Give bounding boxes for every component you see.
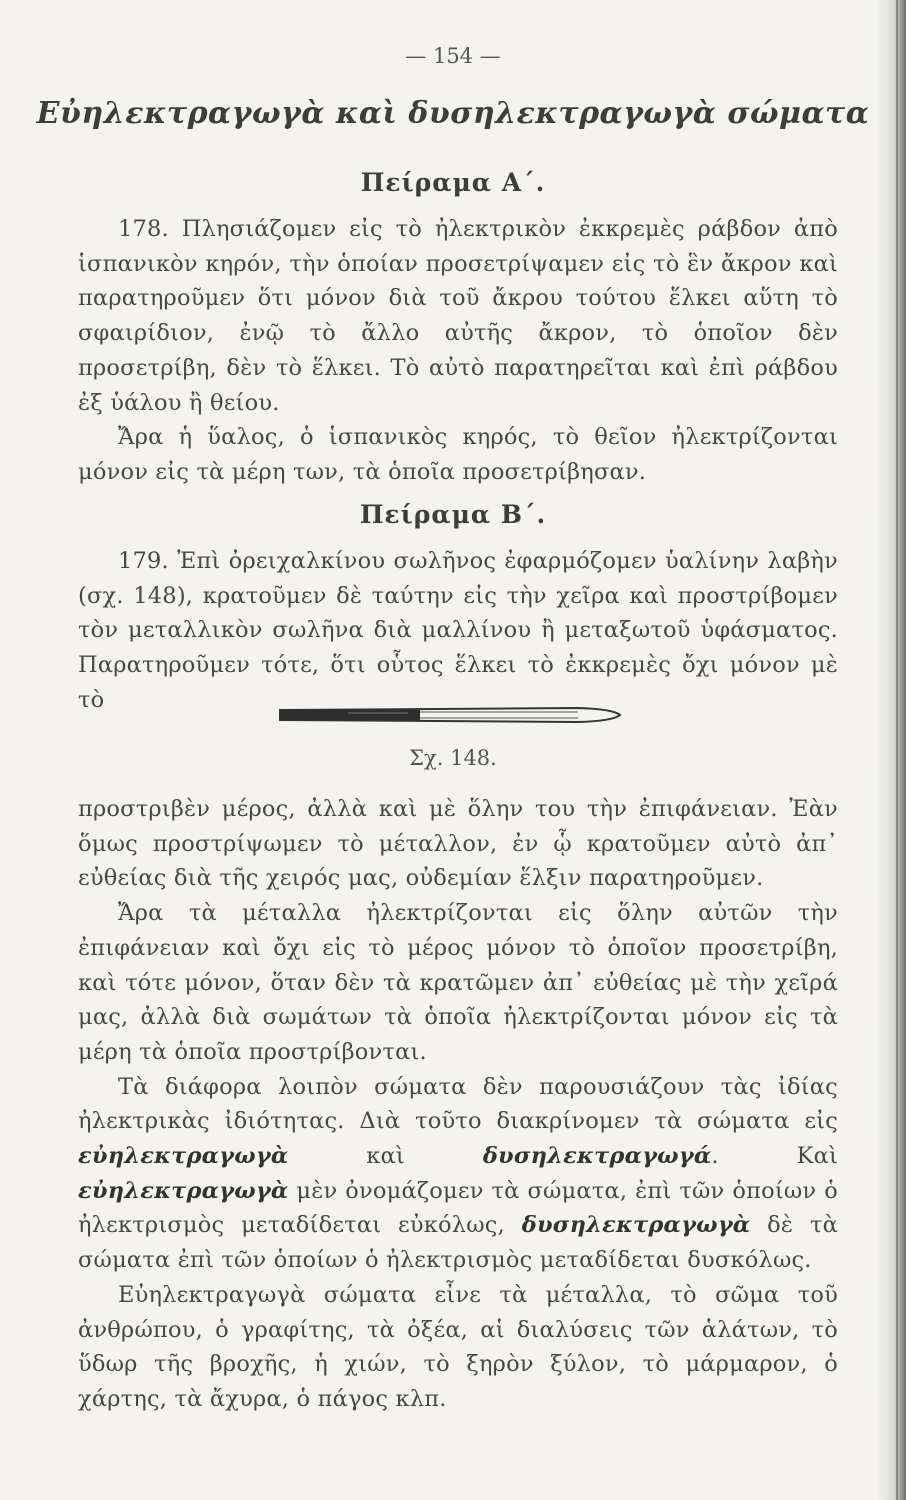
paragraph-continuation: προστριβὲν μέρος, ἀλλὰ καὶ μὲ ὅλην του τὴν ἐπιφάνειαν. Ἐὰν ὅμως προστρίψωμεν τὸ μέταλλον, ἐν ᾧ κρατοῦμεν αὐτὸ ἀπ᾿ εὐθείας διὰ τῆς χειρός μας, οὐδεμίαν ἕλξιν παρατηροῦμεν. xyxy=(78,796,838,892)
experiment-a-text xyxy=(78,212,838,490)
page-edge-line xyxy=(896,0,898,1500)
term-insulators-2: δυσηλεκτραγωγὰ xyxy=(521,1212,751,1239)
experiment-b-heading: Πείραμα Β΄. xyxy=(359,500,547,529)
term-insulators: δυσηλεκτραγωγά xyxy=(482,1143,712,1170)
experiment-b-text xyxy=(78,544,838,718)
page-edge-shadow xyxy=(876,0,906,1500)
section-title: Εὐηλεκτραγωγὰ καὶ δυσηλεκτραγωγὰ σώματα xyxy=(36,96,870,131)
paragraph-179: 179. Ἐπὶ ὀρειχαλκίνου σωλῆνος ἐφαρμόζομεν ὑαλίνην λαβὴν (σχ. 148), κρατοῦμεν δὲ ταύτην εἰς τὴν χεῖρα καὶ προστρίβομεν τὸν μεταλλικὸν σωλῆνα διὰ μαλλίνου ἢ μεταξωτοῦ ὑφάσματος. Παρατηροῦμεν τότε, ὅτι οὗτος ἕλκει τὸ ἐκκρεμὲς ὄχι μόνον μὲ τὸ xyxy=(78,548,838,713)
experiment-a-heading: Πείραμα Α΄. xyxy=(360,168,546,197)
metal-tube-figure xyxy=(278,700,628,730)
continuation-text xyxy=(78,792,838,1417)
paragraph-178: 178. Πλησιάζομεν εἰς τὸ ἠλεκτρικὸν ἐκκρεμὲς ράβδον ἀπὸ ἱσπανικὸν κηρόν, τὴν ὁποίαν προσετρίψαμεν εἰς τὸ ἓν ἄκρον καὶ παρατηροῦμεν ὅτι μόνον διὰ τοῦ ἄκρου τούτου ἕλκει αὕτη τὸ σφαιρίδιον, ἐνῷ τὸ ἄλλο αὐτῆς ἄκρον, τὸ ὁποῖον δὲν προσετρίβη, δὲν τὸ ἕλκει. Τὸ αὐτὸ παρατηρεῖται καὶ ἐπὶ ράβδου ἐξ ὑάλου ἢ θείου. xyxy=(78,216,838,416)
term-conductors-2: εὐηλεκτραγωγὰ xyxy=(78,1177,289,1204)
term-conductors: εὐηλεκτραγωγὰ xyxy=(78,1143,289,1170)
paragraph-conductor-examples: Εὐηλεκτραγωγὰ σώματα εἶνε τὰ μέταλλα, τὸ σῶμα τοῦ ἀνθρώπου, ὁ γραφίτης, τὰ ὀξέα, αἱ διαλύσεις τῶν ἁλάτων, τὸ ὕδωρ τῆς βροχῆς, ἡ χιών, τὸ ξηρὸν ξύλον, τὸ μάρμαρον, ὁ χάρτης, τὰ ἄχυρα, ὁ πάγος κλπ. xyxy=(78,1281,838,1412)
figure-caption: Σχ. 148. xyxy=(409,746,497,770)
paragraph-definitions: Τὰ διάφορα λοιπὸν σώματα δὲν παρουσιάζουν τὰς ἰδίας ἠλεκτρικὰς ἰδιότητας. Διὰ τοῦτο διακρίνομεν τὰ σώματα εἰς εὐηλεκτραγωγὰ καὶ δυσηλεκτραγωγά. Καὶ εὐηλεκτραγωγὰ μὲν ὀνομάζομεν τὰ σώματα, ἐπὶ τῶν ὁποίων ὁ ἠλεκτρισμὸς μεταδίδεται εὐκόλως, δυσηλεκτραγωγὰ δὲ τὰ σώματα ἐπὶ τῶν ὁποίων ὁ ἠλεκτρισμὸς μεταδίδεται δυσκόλως. xyxy=(78,1073,838,1274)
page-number: — 154 — xyxy=(405,44,501,68)
paragraph-conclusion-a: Ἄρα ἡ ὕαλος, ὁ ἱσπανικὸς κηρός, τὸ θεῖον ἠλεκτρίζονται μόνον εἰς τὰ μέρη των, τὰ ὁποῖα προσετρίβησαν. xyxy=(78,424,838,485)
paragraph-metals-conclusion: Ἄρα τὰ μέταλλα ἠλεκτρίζονται εἰς ὅλην αὐτῶν τὴν ἐπιφάνειαν καὶ ὄχι εἰς τὸ μέρος μόνον τὸ ὁποῖον προσετρίβη, καὶ τότε μόνον, ὅταν δὲν τὰ κρατῶμεν ἀπ᾿ εὐθείας μὲ τὴν χεῖρά μας, ἀλλὰ διὰ σωμάτων τὰ ὁποῖα ἠλεκτρίζονται μόνον εἰς τὰ μέρη τὰ ὁποῖα προστρίβονται. xyxy=(78,900,838,1065)
